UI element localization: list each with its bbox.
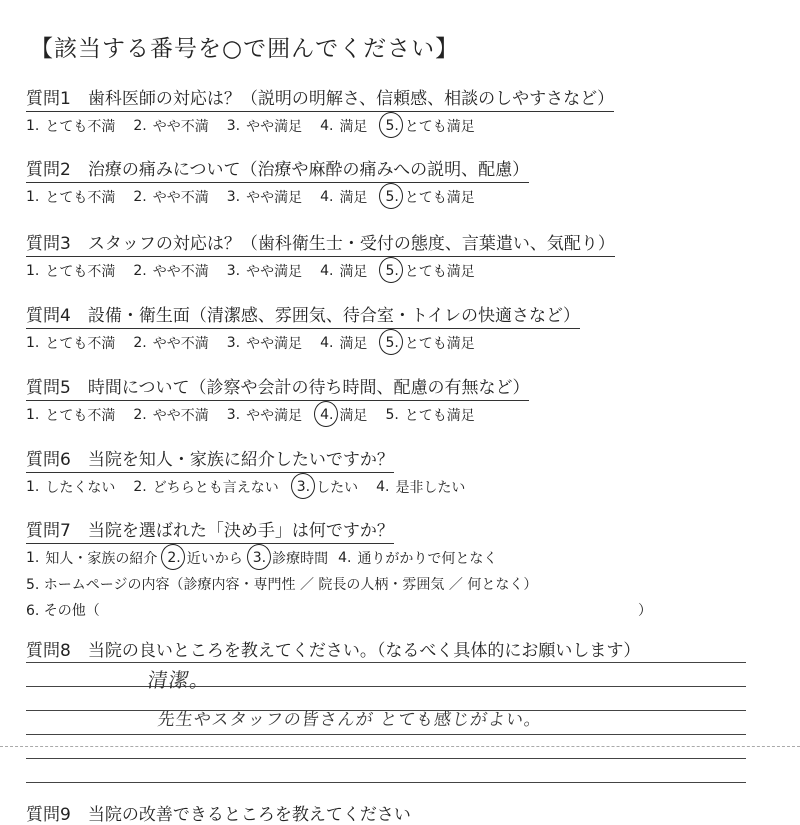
q7-other-label: 6. その他（ <box>26 603 100 619</box>
option-label: とても満足 <box>404 264 475 280</box>
answer-option[interactable] <box>320 333 367 353</box>
selected-option-number: 2. <box>167 550 181 566</box>
option-label: やや不満 <box>152 190 209 206</box>
answer-options <box>26 261 766 281</box>
q7-other-close: ） <box>638 603 652 619</box>
answer-option[interactable] <box>133 477 278 497</box>
option-number: 2. <box>133 479 147 495</box>
option-number: 1. <box>26 407 40 423</box>
selected-option-number: 5. <box>385 118 399 134</box>
q7-options-line1 <box>26 548 766 568</box>
answer-option[interactable] <box>26 548 157 568</box>
option-label: 満足 <box>339 336 368 352</box>
answer-option[interactable] <box>26 261 115 281</box>
answer-options <box>26 116 766 136</box>
option-number: 4. <box>320 118 334 134</box>
answer-line <box>26 662 746 663</box>
option-number: 3. <box>226 189 241 205</box>
answer-options <box>26 477 766 497</box>
option-label: やや不満 <box>152 336 209 352</box>
option-label: やや満足 <box>246 190 303 206</box>
option-label: とても不満 <box>45 264 116 280</box>
answer-option[interactable] <box>227 333 302 353</box>
question-4 <box>26 301 766 353</box>
selected-option-number: 5. <box>385 189 399 205</box>
answer-option[interactable] <box>227 405 302 425</box>
option-label: したくない <box>45 480 116 496</box>
question-3 <box>26 229 766 281</box>
option-number: 4. <box>338 550 352 566</box>
selected-option-number: 5. <box>385 335 399 351</box>
question-8 <box>26 636 766 663</box>
question-2 <box>26 155 766 207</box>
question-title: 質問6 当院を知人・家族に紹介したいですか？ <box>26 445 394 473</box>
option-number: 1. <box>26 118 40 134</box>
option-number: 2. <box>133 335 147 351</box>
question-7 <box>26 516 766 620</box>
selected-option-number: 4. <box>320 407 334 423</box>
answer-options <box>26 187 766 207</box>
answer-option[interactable] <box>320 261 367 281</box>
option-label: とても不満 <box>45 119 116 135</box>
option-label: とても満足 <box>404 190 475 206</box>
option-label: 満足 <box>339 119 368 135</box>
answer-line <box>26 734 746 735</box>
question-title: 質問5 時間について（診察や会計の待ち時間、配慮の有無など） <box>26 373 529 401</box>
option-number: 1. <box>26 479 40 495</box>
option-number: 1. <box>26 189 40 205</box>
option-number: 1. <box>26 263 40 279</box>
option-number: 2. <box>133 118 147 134</box>
answer-option[interactable] <box>26 333 115 353</box>
question-9-partial: 質問9 当院の改善できるところを教えてください <box>26 805 411 825</box>
option-label: 是非したい <box>395 480 466 496</box>
question-5 <box>26 373 766 425</box>
answer-option[interactable] <box>26 405 115 425</box>
answer-option[interactable] <box>133 405 208 425</box>
option-label: やや不満 <box>152 119 209 135</box>
page-separator <box>0 746 800 747</box>
answer-option[interactable] <box>227 187 302 207</box>
question-title: 質問1 歯科医師の対応は？（説明の明解さ、信頼感、相談のしやすさなど） <box>26 84 614 112</box>
option-label: やや不満 <box>152 264 209 280</box>
option-label: したい <box>316 480 359 496</box>
answer-option[interactable] <box>253 548 328 568</box>
answer-option[interactable] <box>133 261 208 281</box>
option-label: 通りがかりで何となく <box>357 551 498 567</box>
answer-option[interactable] <box>385 187 474 207</box>
option-label: 満足 <box>339 190 368 206</box>
question-title: 質問2 治療の痛みについて（治療や麻酔の痛みへの説明、配慮） <box>26 155 529 183</box>
option-label: とても不満 <box>45 190 116 206</box>
question-title: 質問8 当院の良いところを教えてください。（なるべく具体的にお願いします） <box>26 641 641 661</box>
answer-option[interactable] <box>320 405 367 425</box>
answer-option[interactable] <box>385 261 474 281</box>
answer-option[interactable] <box>385 405 474 425</box>
option-number: 4. <box>320 335 334 351</box>
question-6 <box>26 445 766 497</box>
option-number: 3. <box>226 118 241 134</box>
answer-option[interactable] <box>133 333 208 353</box>
answer-line <box>26 782 746 783</box>
answer-option[interactable] <box>167 548 242 568</box>
answer-option[interactable] <box>376 477 465 497</box>
option-label: やや不満 <box>152 408 209 424</box>
q7-options-line3 <box>26 600 766 620</box>
option-label: やや満足 <box>246 264 303 280</box>
handwritten-answer-2: 先生やスタッフの皆さんが とても感じがよい。 <box>156 710 544 730</box>
option-label: やや満足 <box>246 336 303 352</box>
handwritten-answer-1: 清潔。 <box>146 668 213 692</box>
answer-option[interactable] <box>338 548 497 568</box>
option-number: 4. <box>320 263 334 279</box>
option-label: どちらとも言えない <box>152 480 279 496</box>
option-number: 4. <box>320 189 334 205</box>
selected-option-number: 3. <box>252 550 267 566</box>
answer-option[interactable] <box>320 116 367 136</box>
option-label: とても不満 <box>45 336 116 352</box>
answer-option[interactable] <box>385 333 474 353</box>
option-number: 1. <box>26 550 40 566</box>
option-label: とても満足 <box>404 408 475 424</box>
option-number: 2. <box>133 189 147 205</box>
answer-options <box>26 405 766 425</box>
answer-option[interactable] <box>320 187 367 207</box>
answer-option[interactable] <box>297 477 358 497</box>
option-number: 3. <box>226 335 241 351</box>
option-label: やや満足 <box>246 408 303 424</box>
option-label: やや満足 <box>246 119 303 135</box>
answer-option[interactable] <box>385 116 474 136</box>
option-label: 近いから <box>186 551 243 567</box>
selected-option-number: 3. <box>296 479 311 495</box>
option-number: 4. <box>376 479 390 495</box>
question-title: 質問4 設備・衛生面（清潔感、雰囲気、待合室・トイレの快適さなど） <box>26 301 580 329</box>
option-label: とても満足 <box>404 119 475 135</box>
answer-option[interactable] <box>26 187 115 207</box>
answer-option[interactable] <box>227 261 302 281</box>
option-label: 満足 <box>339 264 368 280</box>
answer-options <box>26 333 766 353</box>
option-label: とても満足 <box>404 336 475 352</box>
option-number: 5. <box>385 407 399 423</box>
answer-option[interactable] <box>133 187 208 207</box>
answer-line <box>26 758 746 759</box>
answer-option[interactable] <box>26 477 115 497</box>
question-title: 質問3 スタッフの対応は？（歯科衛生士・受付の態度、言葉遣い、気配り） <box>26 229 615 257</box>
option-number: 3. <box>226 263 241 279</box>
answer-option[interactable] <box>227 116 302 136</box>
option-number: 1. <box>26 335 40 351</box>
option-label: 診療時間 <box>272 551 329 567</box>
option-label: 満足 <box>339 408 368 424</box>
selected-option-number: 5. <box>385 263 399 279</box>
option-number: 3. <box>226 407 241 423</box>
question-title: 質問7 当院を選ばれた「決め手」は何ですか？ <box>26 516 394 544</box>
q7-options-line2: 5. ホームページの内容（診療内容・専門性 ／ 院長の人柄・雰囲気 ／ 何となく） <box>26 577 538 593</box>
option-number: 2. <box>133 407 147 423</box>
question-1 <box>26 84 766 136</box>
answer-line <box>26 686 746 687</box>
page-title: 【該当する番号を○で囲んでください】 <box>30 36 460 62</box>
option-number: 2. <box>133 263 147 279</box>
answer-option[interactable] <box>26 116 115 136</box>
option-label: 知人・家族の紹介 <box>45 551 158 567</box>
option-label: とても不満 <box>45 408 116 424</box>
answer-option[interactable] <box>133 116 208 136</box>
